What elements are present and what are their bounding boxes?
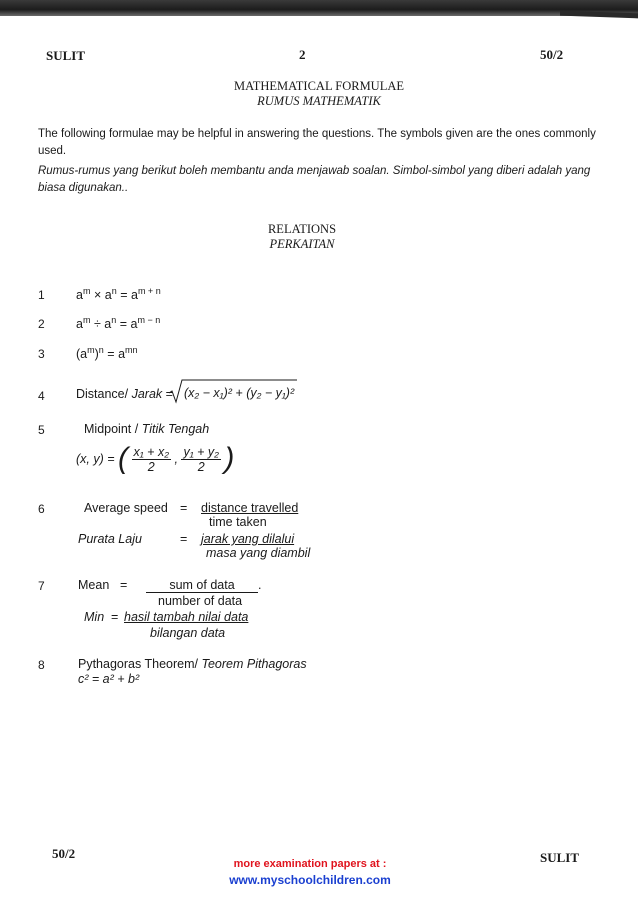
footer-promo-text: more examination papers at : [233,858,387,870]
title-en: MATHEMATICAL FORMULAE [233,79,405,93]
section-title-ms: PERKAITAN [269,237,335,251]
formula-6-numerator-ms: jarak yang dilalui [201,532,295,546]
formula-6-label-en: Average speed [84,501,168,515]
formula-6-equals-en: = [180,501,188,515]
formula-7-label-ms: Min [84,610,105,624]
formula-4-number: 4 [38,389,45,403]
formula-7-numerator-ms: hasil tambah nilai data [124,610,249,624]
page-number: 2 [299,47,306,62]
title-ms: RUMUS MATHEMATIK [257,94,381,108]
formula-5: (x, y) = ( $\frac{\text{x₁ + x₂}}{2}$ , $\frac{\text{y₁ + y₂}}{2}$ ) [76,442,235,475]
formula-3: $(a^m)^n = a^{mn}$ [76,345,138,361]
formula-2: $a^m \div a^n = a^{m - n}$ [76,315,161,331]
formula-7-denominator-ms: bilangan data [150,626,226,640]
formula-7-dot: . [258,578,262,592]
formula-6-label-ms: Purata Laju [78,532,142,546]
formula-2-number: 2 [38,317,45,331]
intro-en: The following formulae may be helpful in answering the questions. The symbols given are the ones commonly used. [38,128,596,157]
formula-7-number: 7 [38,579,45,593]
formula-4-radicand: (x₂ − x₁)² + (y₂ − y₁)² [184,386,295,400]
formula-5-label: Midpoint / Titik Tengah [84,422,210,436]
formula-6-number: 6 [38,502,45,516]
formula-6-denominator-ms: masa yang diambil [206,546,311,560]
formula-7-numerator-en: sum of data [146,578,258,593]
formula-6-denominator-en: time taken [209,515,267,529]
footer-website-link[interactable]: www.myschoolchildren.com [229,873,391,887]
formula-7-equals-en: = [120,578,128,592]
scan-top-bar [0,0,638,16]
formula-1-number: 1 [38,288,45,302]
formula-5-number: 5 [38,423,45,437]
formula-3-number: 3 [38,347,45,361]
formula-8-number: 8 [38,658,45,672]
section-title-en: RELATIONS [267,222,337,236]
header-sulit: SULIT [46,48,86,63]
formula-7-denominator-en: number of data [158,594,243,608]
formula-7-label-en: Mean [78,578,110,592]
intro-ms: Rumus-rumus yang berikut boleh membantu anda menjawab soalan. Simbol-simbol yang diberi adalah yang biasa digunakan.. [38,165,591,194]
formula-8-label: Pythagoras Theorem/ Teorem Pithagoras [78,657,307,671]
header-paper-code: 50/2 [540,47,564,62]
formula-6-numerator-en: distance travelled [201,501,299,515]
footer-sulit: SULIT [540,850,580,865]
formula-8-expression: c² = a² + b² [78,672,140,686]
formula-6-equals-ms: = [180,532,188,546]
formula-1: $a^m \times a^n = a^{m + n}$ [76,286,161,302]
footer-paper-code: 50/2 [52,846,76,861]
formula-7-equals-ms: = [111,610,119,624]
formula-4: Distance/ Jarak = [76,387,173,401]
